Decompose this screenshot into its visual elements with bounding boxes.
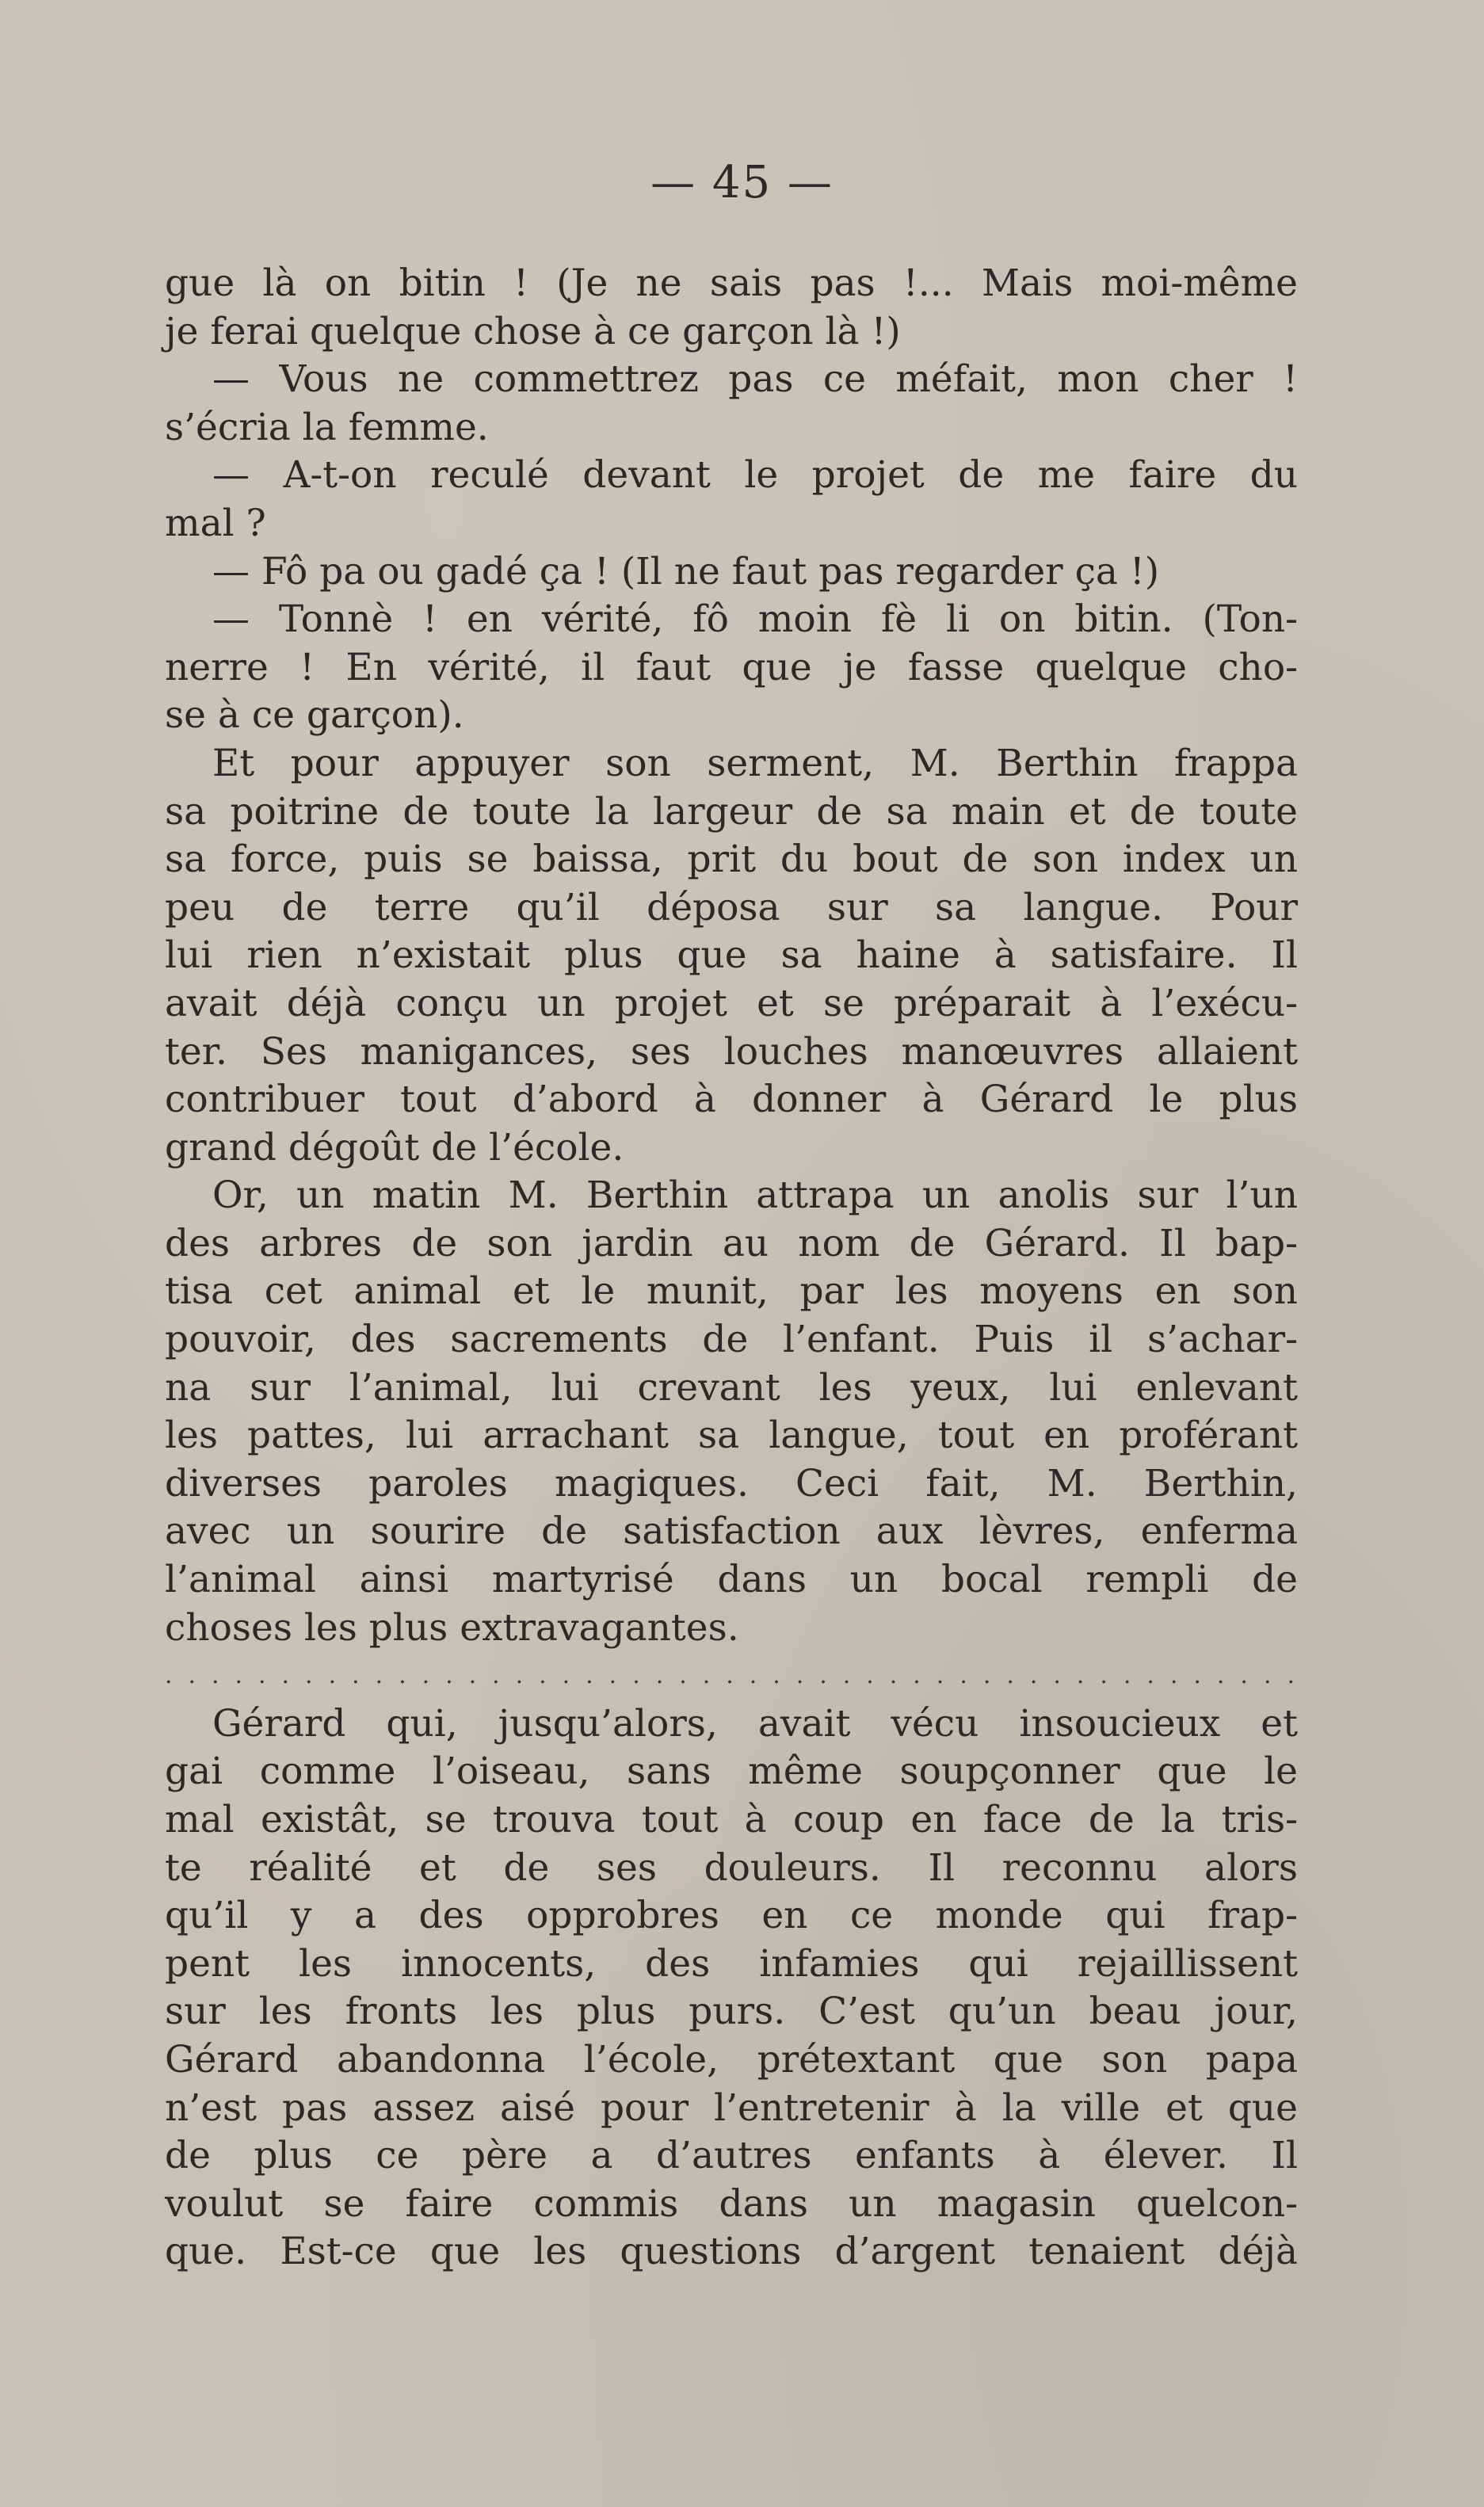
text-line: avait déjà conçu un projet et se préparait à l’exécu- [165,981,1298,1025]
text-line: l’animal ainsi martyrisé dans un bocal rempli de [165,1558,1298,1602]
body-text [165,260,1298,2276]
text-line: Gérard qui, jusqu’alors, avait vécu insoucieux et [212,1701,1298,1746]
text-line: je ferai quelque chose à ce garçon là !) [165,309,901,353]
text-line: se à ce garçon). [165,693,464,738]
section-break-dots: . . . . . . . . . . . . . . . . . . . . . . . . . . . . . . . . . . . . . . . . . . . . . . . . . [165,1662,1298,1690]
text-line: s’écria la femme. [165,405,489,449]
text-line: na sur l’animal, lui crevant les yeux, lui enlevant [165,1365,1298,1410]
text-line: qu’il y a des opprobres en ce monde qui frap- [165,1894,1298,1938]
text-line: mal existât, se trouva tout à coup en face de la tris- [165,1798,1298,1841]
text-line: n’est pas assez aisé pour l’entretenir à la ville et que [165,2085,1298,2130]
text-line: Gérard abandonna l’école, prétextant que son papa [165,2037,1298,2082]
text-line: grand dégoût de l’école. [165,1125,624,1170]
text-line: tisa cet animal et le munit, par les moyens en son [165,1269,1298,1314]
text-line: — Vous ne commettrez pas ce méfait, mon cher ! [212,357,1298,402]
text-line: gue là on bitin ! (Je ne sais pas !... Mais moi-même [165,261,1298,305]
text-line: voulut se faire commis dans un magasin quelcon- [165,2181,1298,2226]
text-line: les pattes, lui arrachant sa langue, tout en proférant [165,1414,1298,1458]
text-line: avec un sourire de satisfaction aux lèvres, enferma [165,1509,1298,1554]
text-line: diverses paroles magiques. Ceci fait, M. Berthin, [165,1461,1298,1505]
text-line: sa poitrine de toute la largeur de sa main et de toute [165,789,1298,834]
text-line: que. Est-ce que les questions d’argent tenaient déjà [165,2230,1298,2274]
text-line: Or, un matin M. Berthin attrapa un anolis sur l’un [212,1173,1298,1218]
text-line: — A-t-on reculé devant le projet de me faire du [212,453,1298,498]
text-line: pent les innocents, des infamies qui rejaillissent [165,1941,1298,1986]
text-line: sa force, puis se baissa, prit du bout de son index un [165,838,1298,882]
text-line: de plus ce père a d’autres enfants à élever. Il [165,2134,1298,2178]
text-line: des arbres de son jardin au nom de Gérard. Il bap- [165,1221,1298,1265]
text-line: gai comme l’oiseau, sans même soupçonner que le [165,1750,1298,1794]
text-line: — Tonnè ! en vérité, fô moin fè li on bitin. (Ton- [212,597,1298,642]
text-line: — Fô pa ou gadé ça ! (Il ne faut pas regarder ça !) [212,549,1160,593]
text-line: sur les fronts les plus purs. C’est qu’un beau jour, [165,1990,1298,2034]
text-line: nerre ! En vérité, il faut que je fasse quelque cho- [165,645,1298,689]
page-number: — 45 — [650,157,834,208]
text-line: mal ? [165,501,266,545]
text-line: contribuer tout d’abord à donner à Gérard le plus [165,1078,1298,1122]
text-line: choses les plus extravagantes. [165,1605,739,1650]
text-line: lui rien n’existait plus que sa haine à satisfaire. Il [165,933,1298,978]
text-line: pouvoir, des sacrements de l’enfant. Puis il s’achar- [165,1318,1298,1362]
text-line: peu de terre qu’il déposa sur sa langue. Pour [165,885,1298,929]
text-line: Et pour appuyer son serment, M. Berthin frappa [212,741,1298,785]
text-line: te réalité et de ses douleurs. Il reconnu alors [165,1845,1298,1890]
text-line: ter. Ses manigances, ses louches manœuvres allaient [165,1029,1298,1074]
